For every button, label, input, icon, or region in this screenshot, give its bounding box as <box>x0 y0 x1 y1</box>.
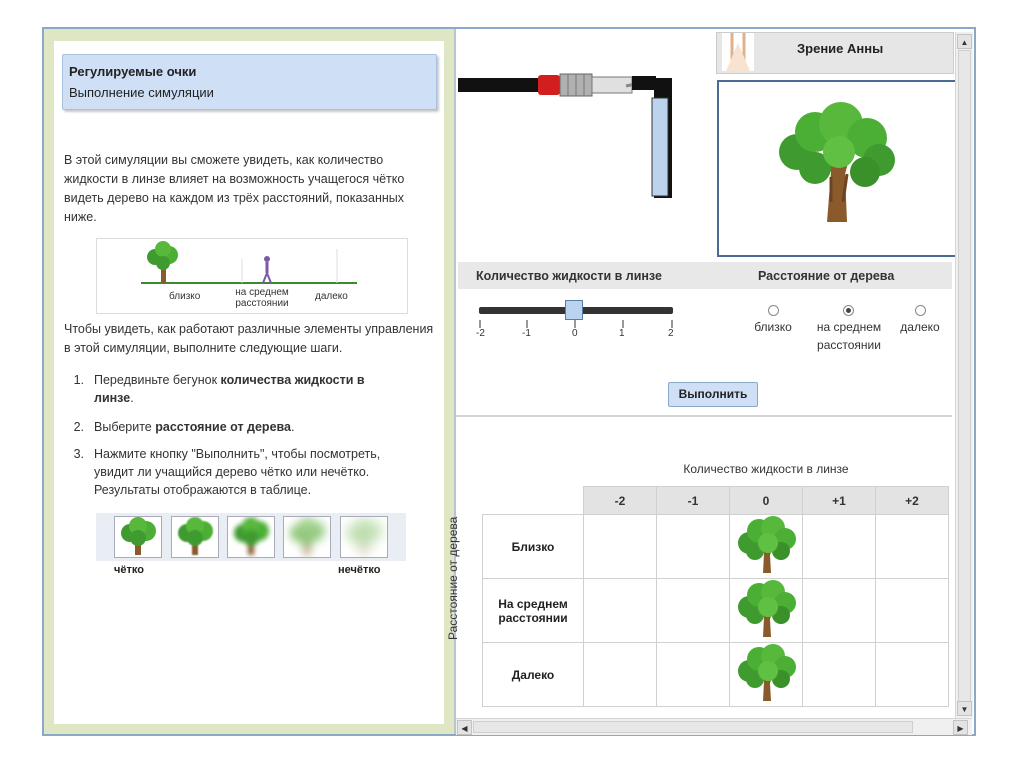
tree-slightly-blurry-icon <box>171 516 219 558</box>
table-row <box>483 579 949 643</box>
table-cell <box>876 579 949 643</box>
step-bold-text: расстояние от дерева <box>155 420 291 434</box>
step-text: Передвиньте бегунок <box>94 373 221 387</box>
tree-sharp-icon <box>114 516 162 558</box>
clarity-scale <box>96 513 406 561</box>
table-cell <box>803 643 876 707</box>
scale-clear-label: чётко <box>114 564 144 576</box>
scroll-left-icon[interactable]: ◀ <box>457 720 472 735</box>
distance-label: Расстояние от дерева <box>758 269 895 283</box>
scale-blurry-label: нечётко <box>338 564 381 576</box>
tree-result-icon <box>733 515 799 575</box>
radio-near[interactable] <box>768 305 779 316</box>
table-cell <box>876 515 949 579</box>
table-row <box>483 515 949 579</box>
radio-far[interactable] <box>915 305 926 316</box>
instructions-panel <box>44 29 454 734</box>
step-3 <box>62 445 432 499</box>
step-text: Нажмите кнопку "Выполнить", чтобы посмотреть, увидит ли учащийся дерево чётко или нечётко. Результаты отображаются в таблице. <box>94 447 381 497</box>
scroll-up-icon[interactable]: ▲ <box>957 34 972 49</box>
table-cell <box>584 515 657 579</box>
illustration-label-middle: на среднем расстоянии <box>235 287 289 309</box>
instructions-intro: Чтобы увидеть, как работают различные элементы управления в этой симуляции, выполните следующие шаги. <box>64 322 434 355</box>
table-cell <box>657 515 730 579</box>
row-label: Близко <box>483 515 584 579</box>
tree-blurry-icon <box>227 516 275 558</box>
tree-view-icon <box>719 82 956 255</box>
step-text: Выберите <box>94 420 156 434</box>
table-column-header: -1 <box>657 487 730 515</box>
vision-title: Зрение Анны <box>797 41 884 56</box>
radio-far-label[interactable]: далеко <box>900 320 940 334</box>
step-number: 2. <box>73 420 84 434</box>
table-cell <box>876 643 949 707</box>
table-column-axis-label: Количество жидкости в линзе <box>683 462 849 476</box>
results-table <box>482 486 949 707</box>
vision-view <box>717 80 958 257</box>
table-cell <box>730 579 803 643</box>
vertical-scrollbar[interactable] <box>955 32 973 718</box>
tree-result-icon <box>733 643 799 703</box>
horizontal-scrollbar[interactable] <box>456 718 972 735</box>
intro-text: В этой симуляции вы сможете увидеть, как количество жидкости в линзе влияет на возможность учащегося чётко видеть дерево на каждом из трёх расстояний, показанных ниже. <box>64 153 405 224</box>
row-label: Далеко <box>483 643 584 707</box>
distance-illustration <box>96 238 408 314</box>
scroll-right-icon[interactable]: ▶ <box>953 720 968 735</box>
scroll-down-icon[interactable]: ▼ <box>957 701 972 716</box>
illustration-label-far: далеко <box>315 291 348 302</box>
step-number: 1. <box>73 373 84 387</box>
slider-tick-label: 0 <box>572 328 578 339</box>
tree-result-icon <box>733 579 799 639</box>
row-label: На среднем расстоянии <box>483 579 584 643</box>
table-header-row <box>483 487 949 515</box>
tree-blurriest-icon <box>340 516 388 558</box>
instructions-content <box>54 41 444 724</box>
tree-very-blurry-icon <box>283 516 331 558</box>
table-row-axis-label: Расстояние от дерева <box>446 516 460 640</box>
table-cell <box>657 579 730 643</box>
controls-header <box>458 262 952 289</box>
radio-middle-label[interactable]: на среднем расстоянии <box>816 320 882 352</box>
student-photo-icon <box>722 33 754 71</box>
scroll-thumb[interactable] <box>958 50 971 712</box>
vision-tab <box>716 32 954 74</box>
section-divider <box>456 415 952 417</box>
table-cell <box>730 643 803 707</box>
scroll-thumb[interactable] <box>473 721 913 733</box>
step-number: 3. <box>73 447 84 461</box>
step-bold-text: количества жидкости в линзе <box>94 373 365 405</box>
instructions-header <box>62 54 437 110</box>
radio-near-label[interactable]: близко <box>754 320 792 334</box>
table-cell <box>730 515 803 579</box>
table-corner <box>483 487 584 515</box>
header-subtitle: Выполнение симуляции <box>69 85 214 100</box>
step-text: . <box>291 420 295 434</box>
table-column-header: +2 <box>876 487 949 515</box>
table-row <box>483 643 949 707</box>
adjustable-glasses-icon <box>458 68 678 202</box>
table-column-header: 0 <box>730 487 803 515</box>
slider-tick-label: 1 <box>619 328 625 339</box>
table-cell <box>657 643 730 707</box>
liquid-label: Количество жидкости в линзе <box>476 269 662 283</box>
table-cell <box>584 643 657 707</box>
step-2 <box>62 418 432 436</box>
table-column-header: +1 <box>803 487 876 515</box>
slider-tick-label: -2 <box>476 328 485 339</box>
run-button[interactable]: Выполнить <box>668 382 758 407</box>
slider-tick-label: 2 <box>668 328 674 339</box>
step-text: . <box>130 391 134 405</box>
table-cell <box>584 579 657 643</box>
table-column-header: -2 <box>584 487 657 515</box>
liquid-slider-thumb[interactable] <box>565 300 583 320</box>
slider-tick-label: -1 <box>522 328 531 339</box>
table-cell <box>803 579 876 643</box>
table-cell <box>803 515 876 579</box>
radio-middle[interactable] <box>843 305 854 316</box>
illustration-label-near: близко <box>169 291 201 302</box>
step-1 <box>62 371 432 407</box>
header-title: Регулируемые очки <box>69 64 197 79</box>
